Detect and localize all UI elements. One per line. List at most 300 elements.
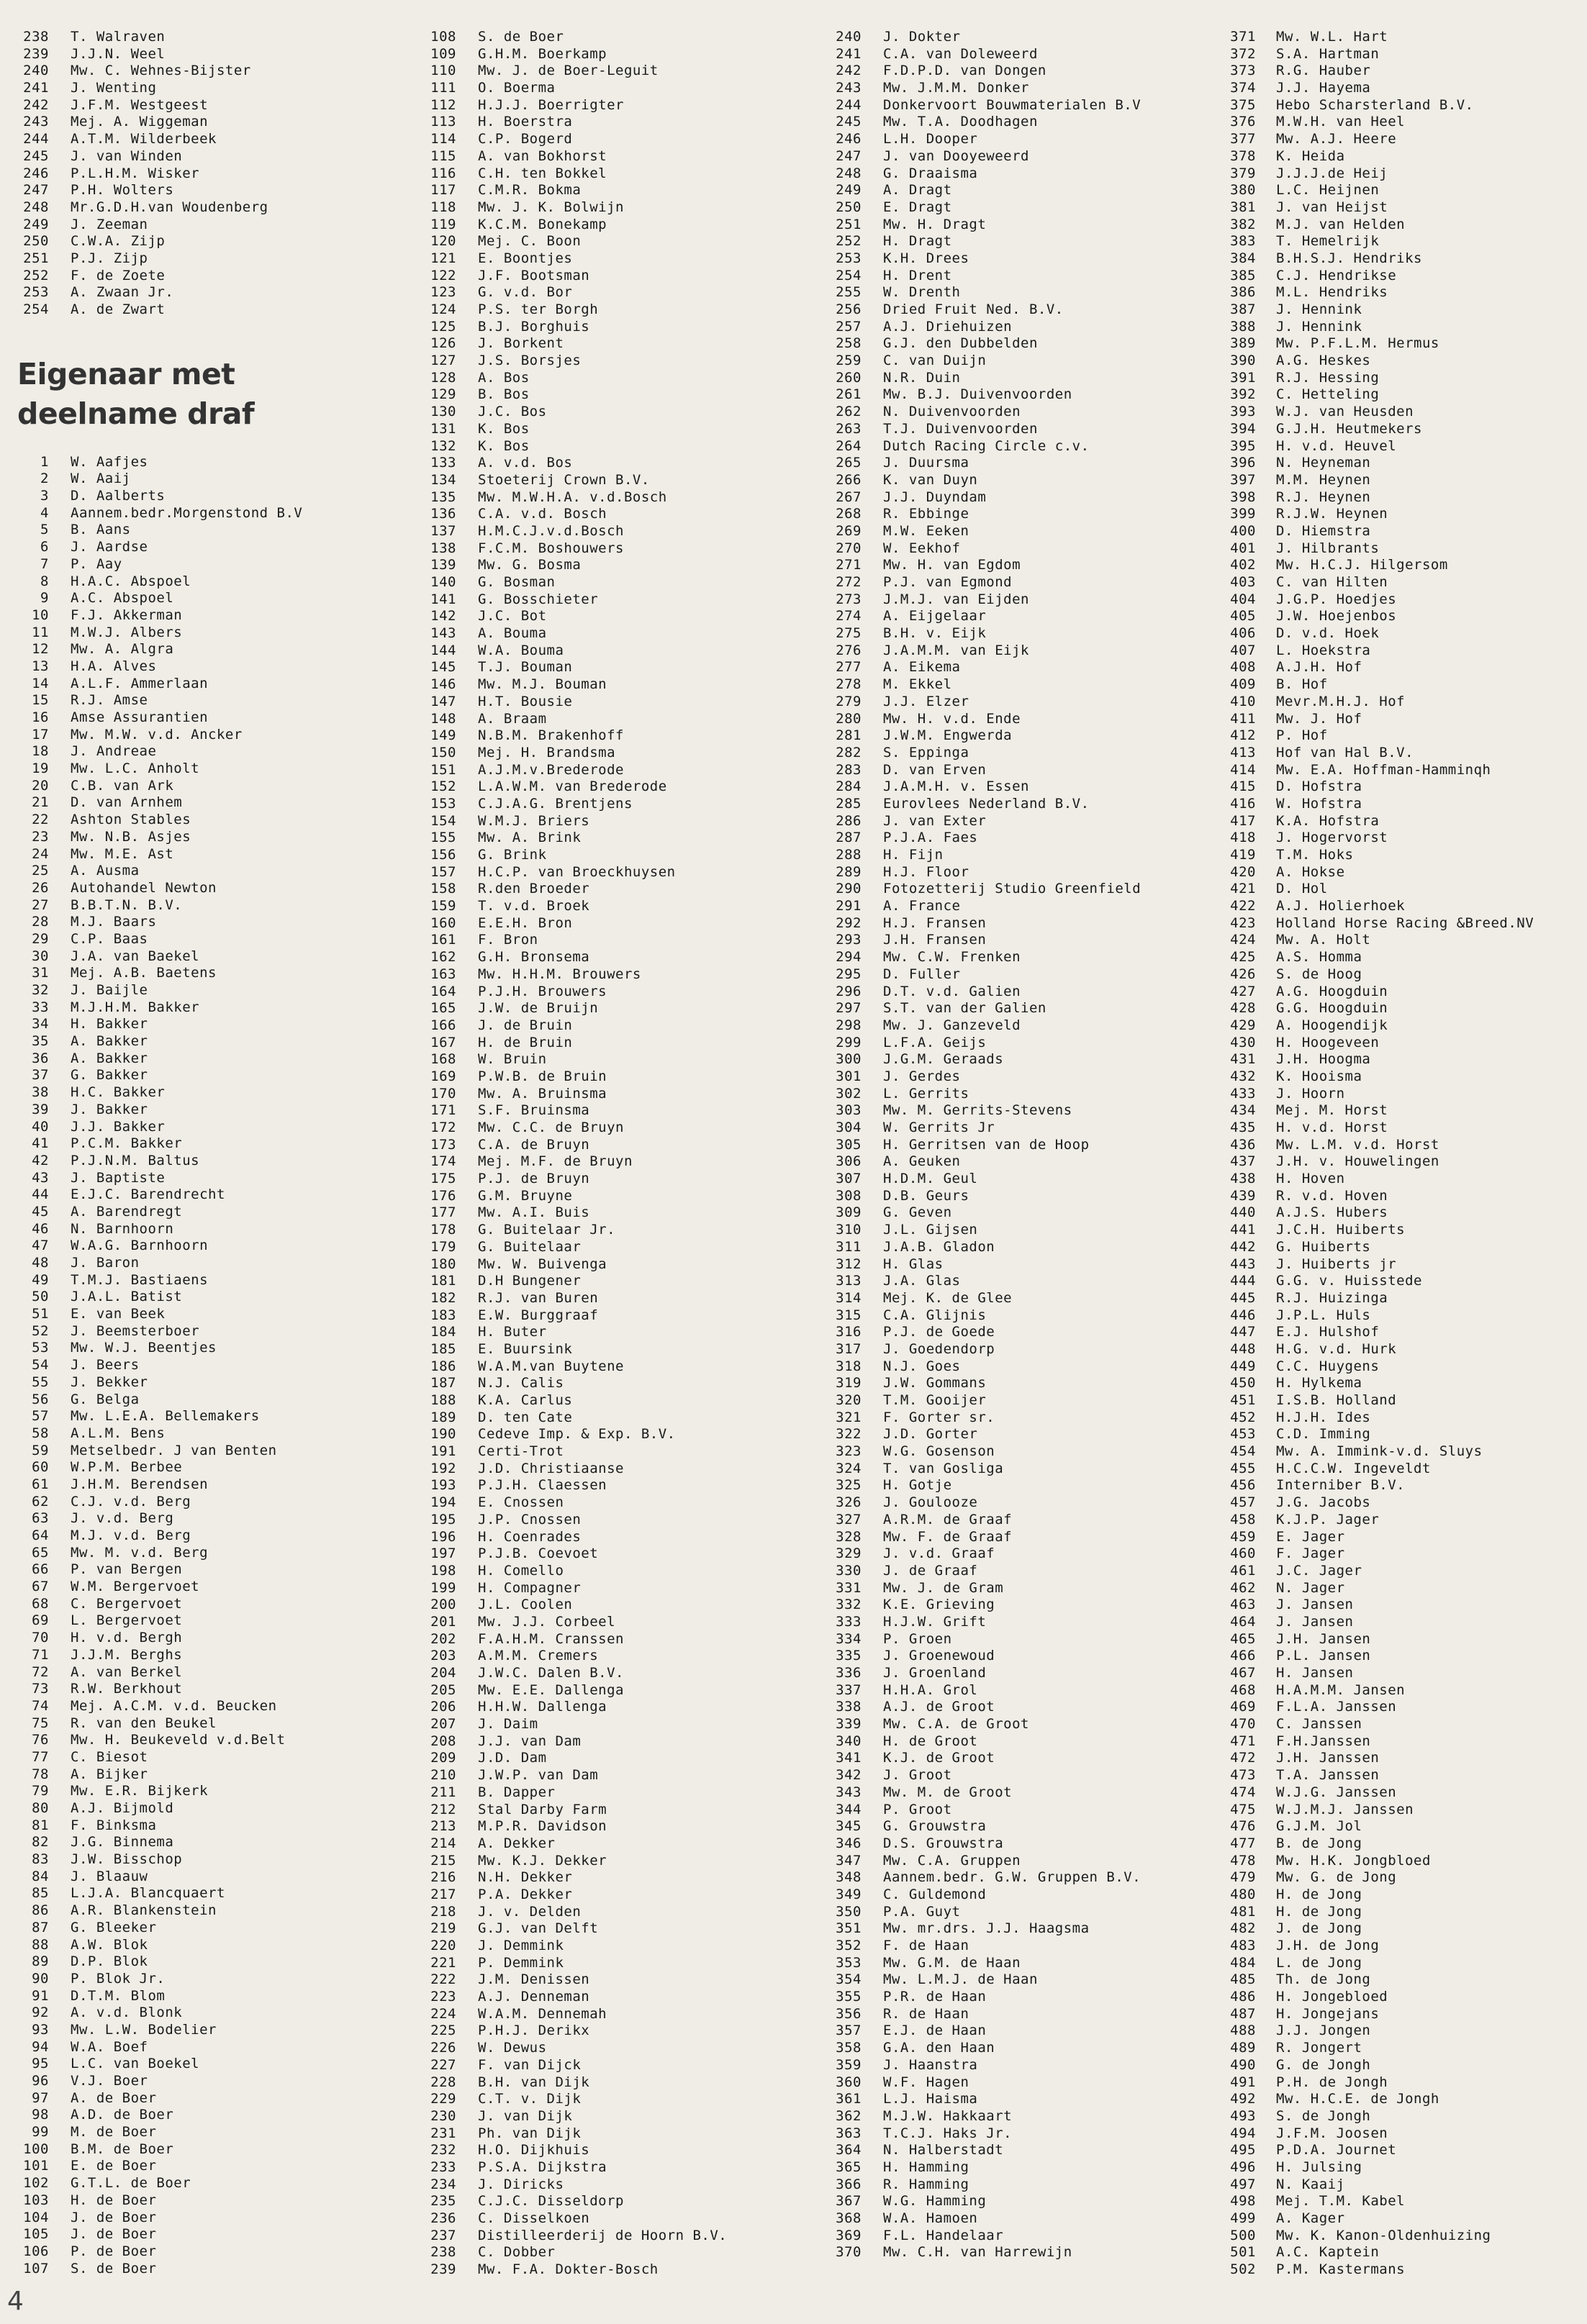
owner-name: H. v.d. Heuvel — [1276, 437, 1397, 454]
list-item — [1218, 250, 1586, 268]
list-item — [824, 915, 1227, 932]
entry-number: 140 — [430, 574, 456, 590]
entry-number: 371 — [1230, 29, 1256, 45]
entry-number: 93 — [32, 2021, 49, 2038]
list-item — [824, 523, 1227, 540]
owner-name: H. de Jong — [1276, 1886, 1362, 1902]
entry-number: 102 — [23, 2175, 49, 2192]
list-item — [12, 1766, 415, 1784]
owner-name: Mej. A.B. Baetens — [71, 965, 217, 981]
owner-name: G.M. Bruyne — [478, 1187, 573, 1204]
owner-name: Mw. J. de Gram — [883, 1579, 1004, 1596]
owner-name: D. Hiemstra — [1276, 522, 1371, 539]
entry-number: 302 — [836, 1085, 862, 1102]
list-item — [824, 1869, 1227, 1887]
owner-name: H.J.J. Boerrigter — [478, 96, 624, 113]
entry-number: 449 — [1230, 1358, 1256, 1374]
list-item — [419, 898, 822, 915]
list-item — [419, 335, 822, 353]
list-item — [1218, 1222, 1586, 1239]
entry-number: 23 — [32, 828, 49, 845]
list-item — [824, 659, 1227, 676]
entry-number: 433 — [1230, 1085, 1256, 1102]
list-item — [1218, 2244, 1586, 2261]
list-item — [1218, 1989, 1586, 2006]
owner-name: C.P. Baas — [71, 930, 148, 947]
list-item — [1218, 1887, 1586, 1904]
list-item — [12, 2141, 415, 2159]
owner-name: R. Jongert — [1276, 2040, 1362, 2056]
owner-name: P.J. van Egmond — [883, 574, 1013, 590]
owner-name: R.J.W. Heynen — [1276, 506, 1388, 522]
entry-number: 348 — [836, 1869, 862, 1886]
entry-number: 478 — [1230, 1852, 1256, 1869]
entry-number: 359 — [836, 2056, 862, 2073]
owner-name: H. Jongebloed — [1276, 1989, 1388, 2005]
entry-number: 112 — [430, 96, 456, 113]
owner-name: Mw. mr.drs. J.J. Haagsma — [883, 1920, 1090, 1937]
entry-number: 177 — [430, 1204, 456, 1221]
list-item — [419, 711, 822, 728]
entry-number: 288 — [836, 847, 862, 863]
entry-number: 354 — [836, 1971, 862, 1988]
owner-name: Mw. F. de Graaf — [883, 1528, 1013, 1545]
owner-name: P.H. de Jongh — [1276, 2074, 1388, 2090]
owner-name: J. Baptiste — [71, 1169, 166, 1186]
list-item — [1218, 643, 1586, 660]
entry-number: 220 — [430, 1938, 456, 1953]
entry-number: 382 — [1230, 216, 1256, 232]
owner-name: F.L. Handelaar — [883, 2227, 1004, 2243]
list-item — [824, 1410, 1227, 1427]
owner-name: C. Hetteling — [1276, 386, 1380, 403]
owner-name: R.G. Hauber — [1276, 63, 1371, 79]
entry-number: 124 — [430, 301, 456, 317]
list-item — [419, 796, 822, 813]
owner-name: C.H. ten Bokkel — [478, 165, 607, 181]
entry-number: 168 — [430, 1051, 456, 1068]
entry-number: 399 — [1230, 506, 1256, 522]
entry-number: 421 — [1230, 881, 1256, 897]
owner-name: Mw. C.A. de Groot — [883, 1716, 1029, 1733]
entry-number: 224 — [430, 2005, 456, 2022]
list-item — [1218, 1699, 1586, 1716]
list-item — [824, 1887, 1227, 1904]
entry-number: 20 — [32, 777, 49, 794]
list-item — [1218, 1273, 1586, 1290]
owner-name: F.D.P.D. van Dongen — [883, 63, 1046, 79]
list-item — [1218, 97, 1586, 114]
entry-number: 205 — [430, 1681, 456, 1698]
owner-name: Mw. L.E.A. Bellemakers — [71, 1408, 260, 1425]
owner-name: J.L. Gijsen — [883, 1222, 978, 1238]
owner-name: S. de Hoog — [1276, 966, 1362, 982]
entry-number: 42 — [32, 1152, 49, 1168]
list-item — [419, 2142, 822, 2159]
entry-number: 247 — [23, 182, 49, 199]
list-item — [12, 284, 415, 301]
entry-number: 401 — [1230, 540, 1256, 556]
owner-name: T. van Gosliga — [883, 1460, 1004, 1476]
owner-name: J. Groenewoud — [883, 1648, 995, 1664]
owner-name: Mw. M.J. Bouman — [478, 676, 607, 693]
list-item — [12, 1204, 415, 1221]
list-item — [419, 830, 822, 847]
list-item — [824, 762, 1227, 779]
owner-name: Ph. van Dijk — [478, 2125, 582, 2141]
list-item — [824, 2057, 1227, 2074]
list-item — [419, 1068, 822, 1086]
entry-number: 7 — [40, 555, 49, 572]
entry-number: 345 — [836, 1818, 862, 1835]
list-item — [1218, 1120, 1586, 1137]
entry-number: 241 — [836, 45, 862, 62]
entry-number: 285 — [836, 795, 862, 812]
entry-number: 437 — [1230, 1153, 1256, 1170]
list-item — [419, 1086, 822, 1103]
list-item — [1218, 2091, 1586, 2108]
entry-number: 325 — [836, 1477, 862, 1494]
entry-number: 218 — [430, 1903, 456, 1920]
list-item — [1218, 63, 1586, 80]
list-item — [824, 1835, 1227, 1853]
list-item — [1218, 1733, 1586, 1751]
entry-number: 120 — [430, 233, 456, 250]
entry-number: 161 — [430, 932, 456, 948]
list-item — [419, 1392, 822, 1410]
entry-number: 111 — [430, 80, 456, 96]
owner-name: P.J.H. Claessen — [478, 1477, 607, 1494]
list-item — [12, 454, 415, 471]
entry-number: 422 — [1230, 898, 1256, 914]
owner-name: Holland Horse Racing &Breed.NV — [1276, 914, 1534, 931]
list-item — [824, 1443, 1227, 1461]
entry-number: 19 — [32, 761, 49, 777]
owner-name: J.J. Duyndam — [883, 489, 987, 505]
owner-name: G. Belga — [71, 1391, 140, 1407]
owner-name: F.A.H.M. Cranssen — [478, 1630, 624, 1647]
owner-name: Mej. K. de Glee — [883, 1289, 1013, 1306]
entry-number: 34 — [32, 1016, 49, 1032]
list-item — [419, 881, 822, 898]
owner-name: A.J.H. Hof — [1276, 659, 1362, 676]
owner-name: C.P. Bogerd — [478, 131, 573, 147]
entry-number: 110 — [430, 63, 456, 79]
owner-name: G. Brink — [478, 847, 547, 863]
entry-number: 249 — [23, 216, 49, 232]
owner-name: Mw. W.J. Beentjes — [71, 1340, 217, 1356]
owner-name: D.P. Blok — [71, 1953, 148, 1970]
list-item — [419, 455, 822, 472]
owner-name: M.J. van Helden — [1276, 216, 1406, 232]
entry-number: 96 — [32, 2073, 49, 2089]
owner-name: P.C.M. Bakker — [71, 1135, 183, 1152]
owner-name: A. Bos — [478, 369, 530, 386]
list-item — [1218, 881, 1586, 898]
entry-number: 304 — [836, 1120, 862, 1135]
owner-name: C.J. v.d. Berg — [71, 1493, 191, 1510]
owner-name: A.R. Blankenstein — [71, 1902, 217, 1919]
owner-name: Mw. M. v.d. Berg — [71, 1544, 209, 1561]
entry-number: 241 — [23, 80, 49, 96]
list-item — [1218, 1341, 1586, 1358]
list-item — [824, 2177, 1227, 2194]
owner-name: J.J. van Dam — [478, 1733, 582, 1749]
entry-number: 451 — [1230, 1392, 1256, 1408]
owner-name: D. Hol — [1276, 881, 1328, 897]
list-item — [824, 1000, 1227, 1017]
list-item — [419, 1017, 822, 1035]
list-item — [1218, 864, 1586, 881]
list-item — [1218, 1869, 1586, 1887]
entry-number: 459 — [1230, 1528, 1256, 1545]
owner-name: H. Jongejans — [1276, 2005, 1380, 2022]
list-item — [419, 1853, 822, 1870]
owner-name: J.J. Jongen — [1276, 2023, 1371, 2039]
owner-name: C.J. Hendrikse — [1276, 267, 1397, 283]
list-item — [419, 46, 822, 63]
list-item — [1218, 2261, 1586, 2279]
entry-number: 75 — [32, 1715, 49, 1731]
list-item — [824, 2006, 1227, 2023]
entry-number: 313 — [836, 1273, 862, 1289]
owner-name: J. Wenting — [71, 80, 157, 96]
entry-number: 453 — [1230, 1426, 1256, 1443]
owner-name: J.A. Glas — [883, 1273, 961, 1289]
list-item — [419, 574, 822, 591]
entry-number: 286 — [836, 812, 862, 829]
list-item — [12, 2226, 415, 2243]
entry-number: 87 — [32, 1919, 49, 1935]
entry-number: 292 — [836, 914, 862, 931]
entry-number: 262 — [836, 404, 862, 420]
list-item — [419, 694, 822, 711]
entry-number: 356 — [836, 2005, 862, 2022]
owner-name: T. v.d. Broek — [478, 898, 590, 914]
owner-name: A.R.M. de Graaf — [883, 1511, 1013, 1528]
list-item — [12, 1494, 415, 1511]
entry-number: 403 — [1230, 574, 1256, 590]
owner-name: Mw. F.A. Dokter-Bosch — [478, 2261, 659, 2278]
owner-name: A.S. Homma — [1276, 949, 1362, 966]
owner-name: J. Diricks — [478, 2176, 564, 2192]
owner-name: Mw. M.W.H.A. v.d.Bosch — [478, 489, 667, 505]
entry-number: 260 — [836, 369, 862, 386]
entry-number: 489 — [1230, 2040, 1256, 2056]
owner-name: J. Baron — [71, 1255, 140, 1271]
entry-number: 450 — [1230, 1375, 1256, 1392]
entry-number: 395 — [1230, 437, 1256, 454]
owner-name: B.H. v. Eijk — [883, 625, 987, 642]
entry-number: 60 — [32, 1459, 49, 1476]
owner-name: H.C.P. van Broeckhuysen — [478, 863, 676, 880]
owner-name: Amse Assurantien — [71, 709, 209, 725]
owner-name: Stal Darby Farm — [478, 1801, 607, 1817]
owner-name: N.R. Duin — [883, 369, 961, 386]
owner-name: K.H. Drees — [883, 250, 969, 266]
owner-name: L.J. Haisma — [883, 2091, 978, 2107]
list-item — [824, 1204, 1227, 1222]
list-item — [1218, 472, 1586, 489]
list-item — [1218, 2006, 1586, 2023]
list-item — [419, 1410, 822, 1427]
entry-number: 323 — [836, 1443, 862, 1460]
owner-name: Mr.G.D.H.van Woudenberg — [71, 199, 268, 215]
entry-number: 306 — [836, 1153, 862, 1170]
list-item — [824, 1597, 1227, 1614]
owner-name: E. Jager — [1276, 1528, 1345, 1545]
owner-name: H.M.C.J.v.d.Bosch — [478, 522, 624, 539]
entry-number: 201 — [430, 1613, 456, 1630]
entry-number: 31 — [32, 965, 49, 981]
list-item — [824, 319, 1227, 336]
list-item — [1218, 1392, 1586, 1410]
list-item — [824, 643, 1227, 660]
owner-name: N. Halberstadt — [883, 2142, 1004, 2159]
list-item — [419, 2125, 822, 2143]
list-item — [824, 1512, 1227, 1529]
list-item — [1218, 2210, 1586, 2228]
list-item — [824, 1920, 1227, 1938]
list-item — [419, 182, 822, 199]
owner-name: J.C. Jager — [1276, 1562, 1362, 1579]
owner-name: K. Bos — [478, 420, 530, 437]
owner-name: Mej. A.C.M. v.d. Beucken — [71, 1697, 277, 1714]
entry-number: 332 — [836, 1597, 862, 1613]
entry-number: 432 — [1230, 1068, 1256, 1084]
list-item — [12, 1306, 415, 1323]
entry-number: 53 — [32, 1340, 49, 1356]
owner-name: W.J. van Heusden — [1276, 404, 1414, 420]
list-item — [824, 301, 1227, 319]
entry-number: 291 — [836, 898, 862, 914]
owner-name: E. van Beek — [71, 1306, 166, 1322]
owner-name: Mw. L.M. v.d. Horst — [1276, 1136, 1439, 1153]
list-item — [824, 1461, 1227, 1478]
entry-number: 57 — [32, 1408, 49, 1425]
owner-name: J.G. Jacobs — [1276, 1494, 1371, 1511]
entry-number: 383 — [1230, 233, 1256, 250]
owner-name: Mw. A. Brink — [478, 830, 582, 846]
entry-number: 181 — [430, 1273, 456, 1289]
entry-number: 101 — [23, 2158, 49, 2174]
owner-name: Mw. H.H.M. Brouwers — [478, 966, 641, 982]
list-item — [1218, 1000, 1586, 1017]
list-item — [419, 386, 822, 404]
list-item — [419, 1529, 822, 1546]
list-item — [1218, 2125, 1586, 2143]
entry-number: 414 — [1230, 761, 1256, 778]
list-item — [1218, 966, 1586, 984]
owner-name: K. Hooisma — [1276, 1068, 1362, 1084]
entry-number: 77 — [32, 1748, 49, 1765]
list-item — [1218, 29, 1586, 46]
entry-number: 149 — [430, 727, 456, 744]
entry-number: 386 — [1230, 284, 1256, 301]
list-item — [824, 881, 1227, 898]
entry-number: 207 — [430, 1716, 456, 1733]
owner-name: J. Hoorn — [1276, 1085, 1345, 1102]
list-item — [12, 1902, 415, 1920]
owner-name: Mw. L.W. Bodelier — [71, 2021, 217, 2038]
owner-name: H.C.C.W. Ingeveldt — [1276, 1460, 1431, 1476]
entry-number: 321 — [836, 1409, 862, 1425]
owner-name: J.H. v. Houwelingen — [1276, 1153, 1439, 1170]
list-item — [824, 557, 1227, 574]
list-item — [419, 608, 822, 625]
list-item — [419, 659, 822, 676]
owner-name: J. Hennink — [1276, 318, 1362, 335]
list-item — [419, 2228, 822, 2245]
owner-name: P.D.A. Journet — [1276, 2142, 1397, 2159]
list-item — [1218, 574, 1586, 591]
owner-name: T. Hemelrijk — [1276, 233, 1380, 250]
entry-number: 238 — [430, 2244, 456, 2261]
owner-name: A.J.S. Hubers — [1276, 1204, 1388, 1221]
entry-number: 43 — [32, 1169, 49, 1186]
entry-number: 236 — [430, 2210, 456, 2226]
owner-name: C.C. Huygens — [1276, 1358, 1380, 1374]
entry-number: 336 — [836, 1665, 862, 1681]
entry-number: 274 — [836, 608, 862, 625]
entry-number: 4 — [40, 504, 49, 521]
list-item — [12, 2073, 415, 2090]
owner-name: K.A. Carlus — [478, 1392, 573, 1408]
owner-name: A.J. Bijmold — [71, 1800, 174, 1816]
list-item — [419, 2074, 822, 2092]
owner-name: J.G.M. Geraads — [883, 1051, 1004, 1068]
owner-name: S. de Boer — [478, 29, 564, 45]
entry-number: 2 — [40, 471, 49, 487]
entry-number: 471 — [1230, 1733, 1256, 1749]
entry-number: 141 — [430, 591, 456, 607]
column-3 — [824, 29, 1227, 2261]
owner-name: D.T.M. Blom — [71, 1987, 166, 2004]
owner-name: B.B.T.N. B.V. — [71, 897, 183, 913]
list-item — [824, 540, 1227, 558]
list-item — [1218, 2177, 1586, 2194]
owner-name: N. Duivenvoorden — [883, 404, 1021, 420]
entry-number: 252 — [23, 267, 49, 283]
owner-name: W.A. Boef — [71, 2038, 148, 2055]
entry-number: 15 — [32, 692, 49, 709]
owner-name: E. de Boer — [71, 2158, 157, 2174]
list-item — [1218, 1188, 1586, 1205]
owner-name: W. Gerrits Jr — [883, 1120, 995, 1135]
owner-name: L.A.W.M. van Brederode — [478, 779, 667, 795]
list-item — [419, 2006, 822, 2023]
entry-number: 438 — [1230, 1171, 1256, 1187]
list-item — [12, 131, 415, 148]
owner-name: O. Boerma — [478, 80, 556, 96]
list-item — [824, 1120, 1227, 1137]
owner-name: A. van Bokhorst — [478, 147, 607, 164]
owner-name: B.H.S.J. Hendriks — [1276, 250, 1422, 266]
owner-name: M. de Boer — [71, 2124, 157, 2141]
list-item — [419, 1051, 822, 1068]
list-item — [419, 591, 822, 609]
entry-number: 103 — [23, 2192, 49, 2208]
list-item — [419, 472, 822, 489]
entry-number: 353 — [836, 1954, 862, 1971]
owner-name: P.M. Kastermans — [1276, 2261, 1406, 2278]
entry-number: 445 — [1230, 1289, 1256, 1306]
entry-number: 229 — [430, 2091, 456, 2107]
owner-name: Mej. A. Wiggeman — [71, 114, 209, 130]
entry-number: 372 — [1230, 45, 1256, 62]
owner-name: R.J. Amse — [71, 692, 148, 709]
entry-number: 172 — [430, 1120, 456, 1135]
